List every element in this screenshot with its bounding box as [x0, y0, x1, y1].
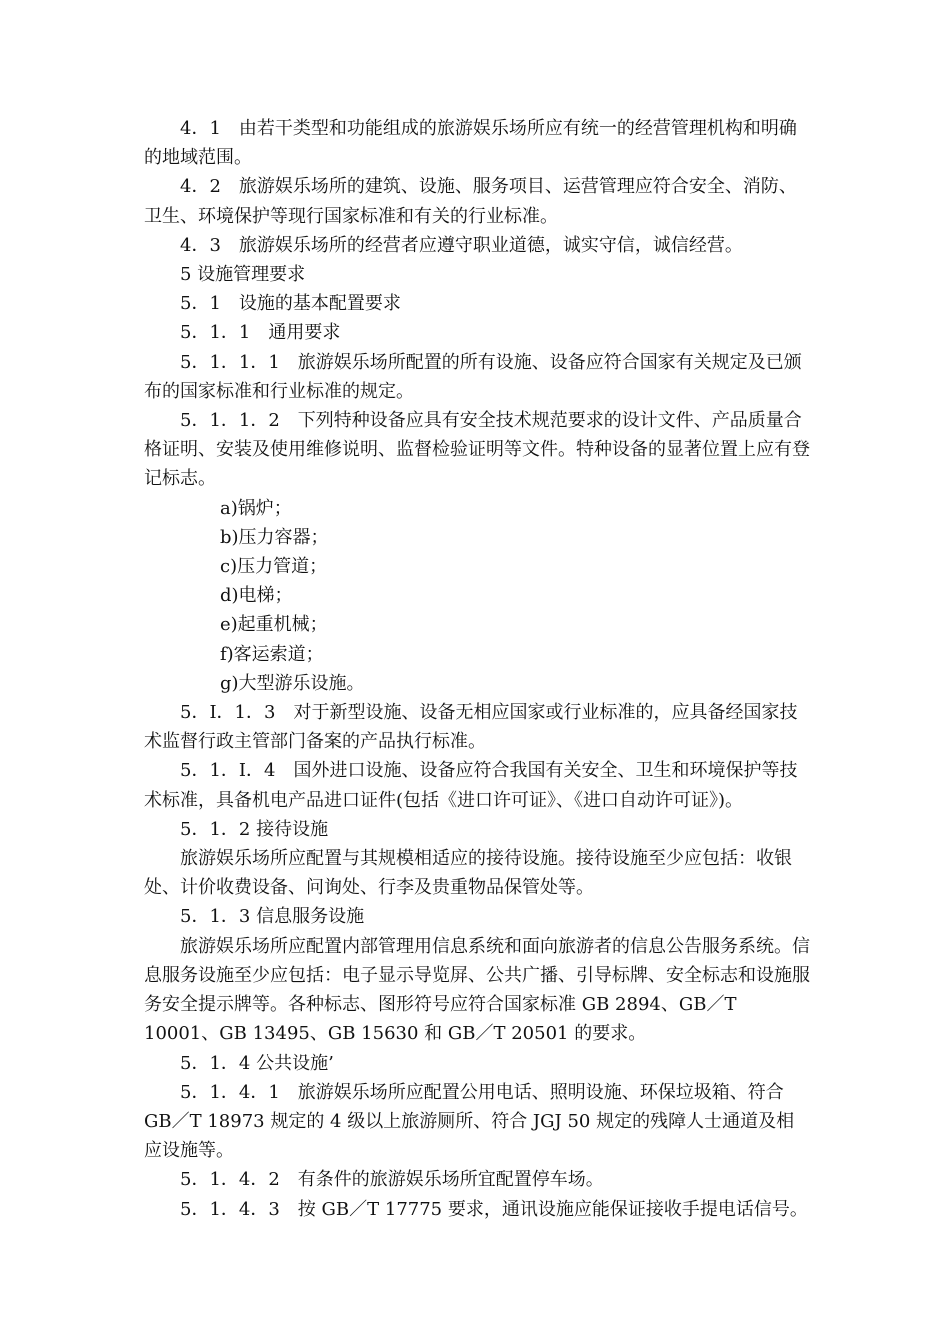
paragraph: 5．1．4 公共设施’ [180, 1052, 334, 1074]
paragraph: 5．1．2 接待设施 [180, 818, 329, 840]
list-item: e)起重机械； [220, 614, 328, 636]
paragraph: 5．I．1．3 对于新型设施、设备无相应国家或行业标准的，应具备经国家技术监督行政主管部门备案的产品执行标准。 [144, 702, 798, 753]
paragraph: 5．1．3 信息服务设施 [180, 906, 365, 928]
paragraph: 5．1．1．2 下列特种设备应具有安全技术规范要求的设计文件、产品质量合格证明、安装及使用维修说明、监督检验证明等文件。特种设备的显著位置上应有登记标志。 [144, 410, 810, 490]
paragraph: 5．1．4．1 旅游娱乐场所应配置公用电话、照明设施、环保垃圾箱、符合 GB／T 18973 规定的 4 级以上旅游厕所、符合 JGJ 50 规定的残障人士通道及相应设施等。 [144, 1081, 795, 1162]
list-item: c)压力管道； [220, 556, 328, 578]
paragraph: 5．1．1．1 旅游娱乐场所配置的所有设施、设备应符合国家有关规定及已颁布的国家标准和行业标准的规定。 [144, 351, 802, 402]
list-item: d)电梯； [220, 585, 293, 607]
paragraph: 4．1 由若干类型和功能组成的旅游娱乐场所应有统一的经营管理机构和明确的地域范围。 [144, 118, 797, 169]
paragraph: 5．1．1 通用要求 [180, 322, 341, 344]
paragraph: 5 设施管理要求 [180, 264, 306, 286]
paragraph: 5．1．4．2 有条件的旅游娱乐场所宜配置停车场。 [180, 1169, 604, 1191]
list-item: f)客运索道； [220, 643, 324, 665]
list-item: g)大型游乐设施。 [220, 672, 365, 694]
paragraph: 4．3 旅游娱乐场所的经营者应遵守职业道德，诚实守信，诚信经营。 [180, 234, 743, 256]
document-body [144, 114, 812, 1224]
paragraph: 旅游娱乐场所应配置与其规模相适应的接待设施。接待设施至少应包括：收银处、计价收费设备、问询处、行李及贵重物品保管处等。 [144, 848, 792, 899]
paragraph: 5．1 设施的基本配置要求 [180, 293, 401, 315]
paragraph: 4．2 旅游娱乐场所的建筑、设施、服务项目、运营管理应符合安全、消防、卫生、环境保护等现行国家标准和有关的行业标准。 [144, 176, 797, 227]
paragraph: 5．1．4．3 按 GB／T 17775 要求，通讯设施应能保证接收手提电话信号。 [180, 1198, 808, 1220]
paragraph: 5．1．I．4 国外进口设施、设备应符合我国有关安全、卫生和环境保护等技术标准，具备机电产品进口证件(包括《进口许可证》、《进口自动许可证》)。 [144, 760, 798, 811]
paragraph: 旅游娱乐场所应配置内部管理用信息系统和面向旅游者的信息公告服务系统。信息服务设施至少应包括：电子显示导览屏、公共广播、引导标牌、安全标志和设施服务安全提示牌等。各种标志、图形符号应符合国家标准 GB 2894、GB／T 10001、GB 13495、GB 15630 和 GB／T 20501 的要求。 [144, 935, 810, 1045]
list-item: b)压力容器； [220, 526, 329, 548]
list-item: a)锅炉； [220, 497, 292, 519]
